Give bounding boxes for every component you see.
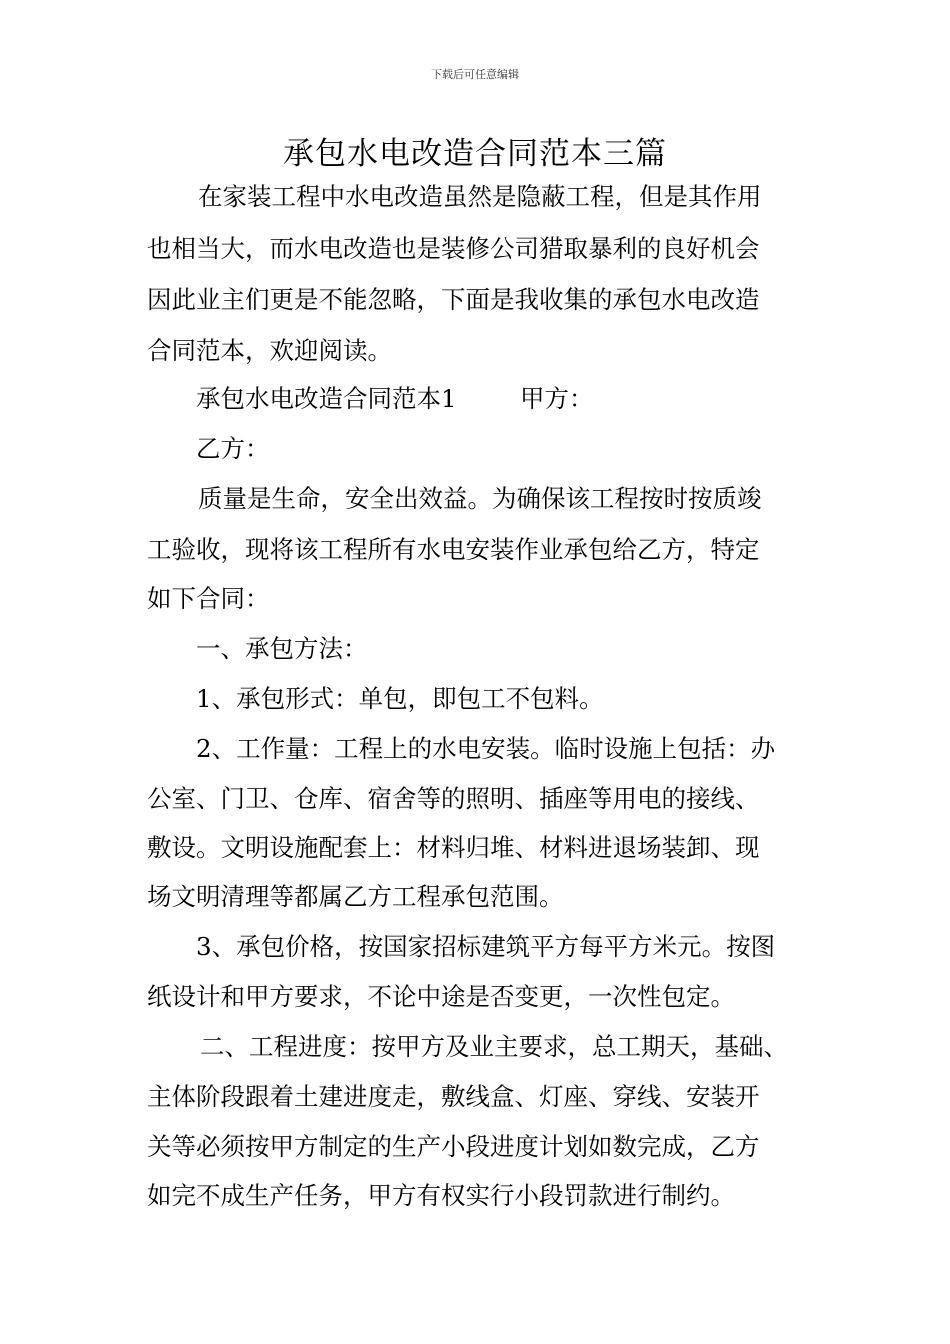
paragraph-line: 主体阶段跟着土建进度走，敷线盒、灯座、穿线、安装开 — [147, 1082, 760, 1111]
clause-heading: 一、承包方法： — [196, 634, 368, 663]
clause-item: 1、承包形式：单包，即包工不包料。 — [196, 684, 604, 713]
paragraph-line: 如下合同： — [147, 584, 270, 613]
paragraph-line: 敷设。文明设施配套上：材料归堆、材料进退场装卸、现 — [147, 833, 760, 862]
party-b-label: 乙方： — [196, 434, 270, 463]
paragraph-line: 场文明清理等都属乙方工程承包范围。 — [147, 882, 564, 911]
clause-heading: 二、工程进度：按甲方及业主要求，总工期天，基础、 — [200, 1032, 788, 1061]
paragraph-line: 公室、门卫、仓库、宿舍等的照明、插座等用电的接线、 — [147, 784, 760, 813]
header-note: 下载后可任意编辑 — [431, 68, 519, 81]
paragraph-line: 纸设计和甲方要求，不论中途是否变更，一次性包定。 — [147, 982, 735, 1011]
clause-item: 2、工作量：工程上的水电安装。临时设施上包括：办 — [196, 734, 776, 763]
section-heading: 承包水电改造合同范本1 — [196, 384, 457, 413]
paragraph-line: 合同范本，欢迎阅读。 — [147, 336, 392, 365]
paragraph-line: 也相当大，而水电改造也是装修公司猎取暴利的良好机会 — [147, 234, 760, 263]
paragraph-line: 工验收，现将该工程所有水电安装作业承包给乙方，特定 — [147, 535, 760, 564]
clause-item: 3、承包价格，按国家招标建筑平方每平方米元。按图 — [196, 932, 776, 961]
paragraph-line: 在家装工程中水电改造虽然是隐蔽工程，但是其作用 — [198, 182, 762, 211]
document-title: 承包水电改造合同范本三篇 — [283, 136, 667, 172]
paragraph-line: 关等必须按甲方制定的生产小段进度计划如数完成，乙方 — [147, 1132, 760, 1161]
paragraph-line: 质量是生命，安全出效益。为确保该工程按时按质竣 — [198, 484, 762, 513]
paragraph-line: 因此业主们更是不能忽略，下面是我收集的承包水电改造 — [147, 285, 760, 314]
paragraph-line: 如完不成生产任务，甲方有权实行小段罚款进行制约。 — [147, 1181, 735, 1210]
party-a-label: 甲方： — [520, 384, 594, 413]
